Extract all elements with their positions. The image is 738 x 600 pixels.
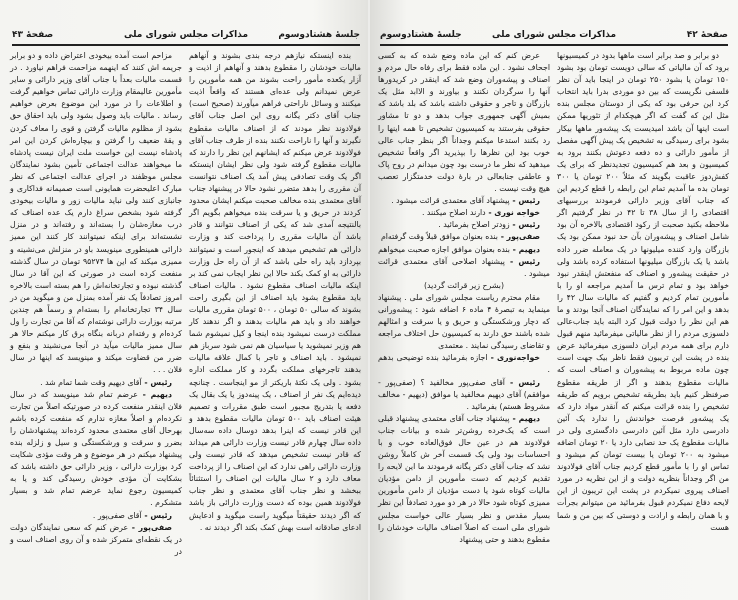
speaker-name: دیهیم - — [509, 244, 540, 254]
paragraph-text: آقای دیهیم وقت شما تمام شد . — [40, 377, 142, 387]
speaker-name: رئیس - — [504, 256, 540, 266]
speaker-paragraph — [378, 377, 550, 413]
speaker-paragraph — [378, 352, 550, 376]
session-title: جلسهٔ هشتادوسوم — [278, 30, 360, 40]
publication-title: مذاکرات مجلس شورای ملی — [491, 30, 617, 40]
speaker-paragraph — [378, 195, 550, 207]
speaker-name: خواجه‌نوری - — [487, 353, 540, 363]
text-column-right — [557, 50, 729, 534]
right-page — [370, 0, 738, 600]
text-column-right — [189, 50, 361, 534]
speaker-paragraph — [378, 256, 550, 280]
speaker-name: رئیس - — [141, 377, 172, 387]
header-rule — [12, 44, 360, 46]
speaker-name: رئیس - — [509, 220, 540, 230]
speaker-name: رئیس - — [141, 510, 172, 520]
speaker-paragraph — [378, 413, 550, 546]
speaker-name: رئیس - — [504, 377, 540, 387]
paragraph-text: اجازه بفرمائید بنده توضیحی بدهم . — [378, 353, 550, 375]
paragraph-text: عرضم تمام شد مینویسد که در سال فلان اینقدر منفعت کرده در صورتیکه اصلاً من تجارت نکرده‌ام و اصلاً مغازه ندارم که منفعت کرده باشم بهرحال آقای معتمدی محدود کرده‌اند پیشنهادشان را بضرر و سرقت و ورشکستگی و سیل و زلزله بنده پیشنهاد میکنم در هر موضوع و هر وقت مؤدی شکایت کرد بوزارت دارائی ، وزیر دارائی حق داشته باشد که بشکایت آن مؤدی خودش رسیدگی کند و یا به کمیسیون رجوع نماید عرضم تمام شد و بسیار متشکرم . — [10, 389, 182, 508]
speaker-paragraph — [378, 231, 550, 243]
speaker-paragraph — [10, 522, 182, 558]
paragraph-text: دارند اصلاح میکنند . — [421, 208, 486, 218]
speaker-paragraph — [10, 377, 182, 389]
paragraph — [10, 50, 182, 377]
paragraph — [378, 280, 550, 292]
paragraph-text: پیشنهاد آقای معتمدی قرائت میشود . — [391, 196, 510, 206]
session-title: جلسهٔ هشتادوسوم — [380, 30, 462, 40]
speaker-name: صفی‌پور - — [128, 522, 172, 532]
paragraph — [378, 292, 550, 352]
paragraph — [378, 50, 550, 195]
speaker-paragraph — [378, 244, 550, 256]
page-number: صفحهٔ ۴۳ — [12, 30, 54, 40]
speaker-paragraph — [10, 389, 182, 510]
speaker-paragraph — [10, 510, 182, 522]
speaker-name: صفی‌پور - — [497, 232, 540, 242]
paragraph-text: پیشنهاد جناب آقای معتمدی پیشنهاد قبلی است که یک‌خرده روشن‌تر شده و بیانات جناب فولادوند هم در عین حال فوق‌العاده خوب و با احساسات بود ولی یک قسمت آخر ش کاملاً روشن نشد که جناب آقای دکتر یگانه فرمودند ما این لایحه را تقدیم کردیم که دست مأمورین از دامن مؤدیان مالیات کوتاه شود یا دست مؤدیان از دامن مأمورین ممیزی کوتاه شود حالا در هر دو مورد تصادفاً این نظر بسیار مقدس و نظر بسیار عالی خواست مجلس شورای ملی است که اصلاً اصناف مالیات خودشان را مقطوع بدهند و حتی پیشنهاد — [378, 413, 550, 544]
left-page — [0, 0, 368, 600]
speaker-paragraph — [378, 219, 550, 231]
paragraph-text: آقای صفی‌پور . — [92, 510, 142, 520]
page-number: صفحهٔ ۴۲ — [686, 30, 728, 40]
publication-title: مذاکرات مجلس شورای ملی — [123, 30, 249, 40]
paragraph-text: زودتر اصلاح بفرمائید . — [438, 220, 510, 230]
paragraph-text: دو برابر و صد برابر است ماهها بدود در کمیسیونها برود که آن مالیاتی که سالی دویست تومان بود بشود ۱۵۰ تومان یا بشود ۲۵۰ تومان در اینجا باید آن نظر فلسفی نگریست که بین دو موردی بدرا باید انتخاب کرد این حرفی بود که یکی از دوستان مجلس بنده مثل این که گفت که اگر هیچکدام از تئوریها ممکن است اینها آن باشد امیدیست یک پیشه‌ور ماهها بیکار بشود برای رسیدگی به تشخیص یک پیش آگهی مفصل از مأمور دارائی و ده دفعه دعوتش بکنند برود به کمیسیون و بعد هم کمیسیون تجدیدنظر که برای یک کفش‌دوز عاقبت بگویند که مثلاً ۲۰۰ تومان یا ۳۰۰ تومان بده ما آمدیم تمام این رابطه را قطع کردیم این که جناب آقای وزیر دارائی فرمودند بررسیهای اقتصادی را از سال ۳۸ تا ۴۲ در نظر گرفتیم اگر ملاحظه بکنید صحبت از رکود اقتصادی بالاخره آن بود شامل اصناف و پیشه‌وران بآن حد نبود ممکن بود یک بازرگان وارد کننده میلیونها در یک معامله ضرر داده باشد یا یک بازرگان میلیونها استفاده کرده باشد ولی در حقیقت پیشه‌ور و اصناف که منفعتش اینقدر نبود خواهد بود و تمام ترس ما آمدیم مراجعه او را با مأمورین تمام کردیم و گفتیم که مالیات سال ۴۲ را بدهد و این امر را که نمایندگان اصناف آنجا بودند و ما هم این نظر را دولت قبول کرد البته باید جناب‌عالی دلسوزی مردم را از نظر مالیاتی میفرمائید منهم قبول دارم برای همه مردم ایران دلسوزی میفرمائید عرض بنده در پشت این تریبون فقط ناظر بیک جهت است چون ماده مربوط به پیشه‌وران و اصناف است که مالیات مقطوع بدهند و اگر از طریقه مقطوع صرفنظر کنیم باید بطریقه تشخیص برویم که طریقه تشخیص را بنده قرائت میکنم که آنقدر مواد دارد که یک پیشه‌ور فرصت خواندنش را ندارد یک آئین دادرسی دارد مثل آئین دادرسی دادگستری ولی در مالیات مقطوع یک حد نصابی دارد یا ۲۰ تومان اضافه میشود به ۲۰۰ تومان یا بیست تومان کم میشود و تماس او را با مأمور قطع کردیم جناب آقای فولادوند من اگر وجداناً بنظریه دولت و از این نظریه در مورد اصناف پیروی نمیکردم در پشت این تریبون از این لایحه دفاع نمیکردم قبول بفرمائید من میتوانم بجرأت و با همان رابطه و ارادت و دوستی که بین من و شما هست — [557, 51, 730, 532]
speaker-name: دیهیم - — [137, 389, 172, 399]
speaker-name: رئیس - — [509, 196, 540, 206]
paragraph — [189, 50, 361, 534]
paragraph-text: عرض کنم که سعی نمایندگان دولت در یک نقطه‌ای متمرکز شده و آن روی اصناف است و در — [10, 522, 182, 556]
text-column-left — [10, 50, 182, 558]
paragraph-text: پیشنهاد اصلاحی آقای معتمدی قرائت میشود . — [378, 256, 550, 278]
paragraph-text: آقای صفی‌پور مخالفید ؟ (صفی‌پور - موافقم) آقای دیهیم مخالفید یا موافق (دیهیم - مخالف مشروط هستم) بفرمائید . — [378, 377, 550, 411]
text-column-left — [378, 50, 550, 546]
paragraph — [557, 50, 729, 534]
paragraph-text: بنده اینستکه نیازهم درجه بندی بشوند و آنهاهم مالیات خودشان را مقطوع بدهند و آنهاهم از اذیت و آزار یکعده مأمور راحت بشوند من همه مأمورین را عرض نمیدانم ولی عده‌ای هستند که واقعاً اذیت میکنند و وسائل ناراحتی فراهم میآورند (صحیح است) جناب آقای دکتر یگانه روی این اصل جناب آقای فولادوند نظر مودند که از اصناف مالیات مقطوع نگیرند و آنها را ناراحت نکنند بنده از طرف جناب آقای فولادوند عرض میکنم که ایشانهم این نظر را دارند که مالیات مقطوع گرفته شود ولی نظر ایشان اینستکه اگر یک وقت تصادفی پیش آمد یک اصناف نتوانست آن مقرری را بدهد متضرر نشود حالا در پیشنهاد جناب آقای معتمدی بنده مخالف صحبت میکنم ایشان محدود کردند در حریق و یا سرقت بنده میخواهم بگویم اگر بالنتیجه آمدی شد که یکی از اصناف نتوانند و قادر باشد آن مالیات مقرری را پرداخت کند و وزارت دارائی هم تشخیص میدهد که اینجور است و نمیتوانند بپردازد باید راه حلی باشد که از آن راه حل وزارت دارائی به او کمک بکند حالا این نظر ایجاب نمی کند بر اینکه مالیات اصناف مقطوع نشود . مالیات اصناف باید مقطوع بشود باید اصناف از این بگیری راحت بشوند که سالی ۵۰ تومان ، ۵۰۰ تومان مقرری مالیات خواهند داد و باید هم مالیات بدهند و اگر ندهند کار مملکت درست نمیشود بنده اینجا و کیل نمیشوم شما هم وزیر نمیشوید یا سیاسیان هم نمی شود سرباز هم نمیشود . باید اصناف و تاجر با کمال علاقه مالیات بدهند تاجرخهای مملکت بگردد و کار مملکت اداره بشود . ولی یک نکتهٔ باریکتر از مو اینجاست . چنانچه دیده‌ایم یک نفر از اصناف ، یک پینه‌دوز یا یک بقال یک دفعه یا بتدریج مجبور است طبق مقررات و تصمیم هیئت اصناف باید ۵۰۰ تومان مالیات مقطوع بدهد و این قادر نیست که اینرا بدهد دوسال داده سه‌سال داده سال چهارم قادر نیست وزارت دارائی هم میداند که قادر نیست تشخیص میدهد که قادر نیست ولی وزارت دارائی راهی ندارد که این اصناف را از پرداخت معاف دارد و ۲ سال مالیات این اصناف را استثنائاً ببخشد و نظر جناب آقای معتمدی و نظر جناب فولادوند همین بوده که دست وزارت دارائی باز باشد که اگر دیدند حقیقتاً میگوید راست میگوید و ادعایش ادعای صادقانه است بهش کمک بکند اگر دیدند نه . — [189, 51, 361, 532]
header-rule — [380, 44, 728, 46]
paragraph-text: مزاحم است آمده بیخودی اعتراض داده و دو برابر جریمه اش کنند که اینهمه مزاحمت فراهم نیاورد . در قسمت مالیات بعداً با جناب آقای وزیر دارائی و سایر مأمورین عالیمقام وزارت دارائی تماس خواهیم گرفت و اطلاعات را در مورد این موضوع بعرض خواهیم رساند . مالیات باید وصول بشود ولی باید احقاق حق بشود از مظلوم مالیات گرفتن و قوی را معاف کردن و یقهٔ ضعیف را گرفتن و بیچاره‌اش کردن این امر پادشاه نیست این خواست ملت ایران نیست پادشاه ما میخواهند عدالت اجتماعی تأمین بشود نمایندگان مجلس موظفند در اجرای عدالت اجتماعی که نظر مبارک اعلیحضرت همایونی است صمیمانه فداکاری و جانبازی کنند ولی نباید مالیات زور و مالیات بیخودی گرفته شود بشخص سراغ دارم یک عده اصناف که درب مغازه‌شان را بسته‌اند و رفته‌اند و در منزل نشسته‌اند برای اینکه نمیتوانند کار کنند این ممیز دارائی همینطوری مینویسد باو در منزلش می‌نشینه و ممیزی میکند که این ها ۹۵۲۷۴ تومان در سال گذشته منفعت کرده است در صورتی که این آقا در سال گذشته نبوده و تجارتخانه‌اش را هم بسته است بالاخره امروز تصادفاً یک نفر آمده بمنزل من و میگوید من در سال ۳۴ تجارتخانه‌ام را بسته‌ام و رسماً هم چندین مرتبه بوزارت دارائی نوشته‌ام که آقا من تجارت را ول کرده‌ام و رفته‌ام دربانه بنگاه برق کار میکنم حالا هر سال ممیز مالیات میآید در آنجا می‌نشیند و بنفع و ضرر من قضاوت میکند و مینویسد که اینها در سال فلان . . . — [10, 51, 183, 375]
paragraph-text: بنده بعنوان موافق اجازه صحبت میخواهم — [378, 244, 510, 254]
paragraph-text: بنده بعنوان موافق قبلاً وقت گرفته‌ام — [380, 232, 498, 242]
paragraph-text: عرض کنم که این ماده وضع شده که به کسی اجحاف نشود . این ماده فقط برای رفاه حال مردم و اصناف و پیشه‌وران وضع شد که اینقدر در کریدورها آنها را سرگردان نکنند و بیاورند و الاابد مثل یک بازرگان و تاجر و حقوقی داشته باشد که بلد باشد که بمیش آگهی جمهوری جواب بدهد و دو تا مشاور حقوقی بفرستند به کمیسیون تشخیص تا همه اینها را رد بکنند استدعا میکنم وجداناً اگر بنظر جناب عالی خوب بود این نظرها را بپذیرید اگر واقعاً تشخیص میدهید که نظر ما درست بود چون میدانم در روح پاک و عاطفی جنابعالی در بارهٔ دولت خدمتگزار تعصب هیچ وقت نیست . — [378, 51, 550, 194]
speaker-name: دیهیم - — [509, 413, 540, 423]
speaker-paragraph — [378, 207, 550, 219]
paragraph-text: (بشرح زیر قرائت گردید) — [424, 280, 504, 290]
paragraph-text: مقام محترم ریاست مجلس شورای ملی . پیشنهاد مینماید به تبصرهٔ ۴ ماده ۶ اضافه شود : پیشه‌ورانی که دچار ورشکستگی و حریق و یا سرقت و امثالهم شده باشند حق دارند به کمیسیون حل اختلاف مراجعه و تقاضای رسیدگی نمایند . معتمدی — [378, 292, 550, 351]
page-header — [380, 30, 728, 42]
speaker-name: خواجه نوری - — [485, 208, 540, 218]
page-header — [12, 30, 360, 42]
